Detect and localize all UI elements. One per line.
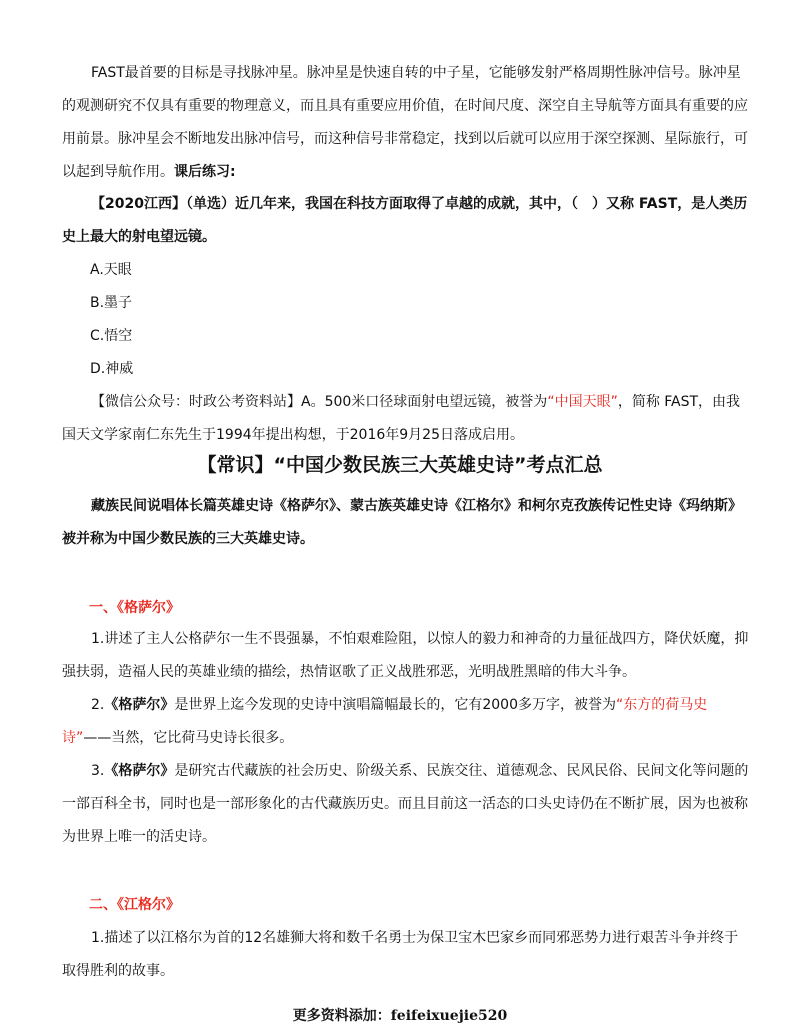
- intro-paragraph: [62, 57, 752, 189]
- section1-point1: 1.讲述了主人公格萨尔一生不畏强暴，不怕艰难险阻，以惊人的毅力和神奇的力量征战四方，降伏妖魔，抑强扶弱，造福人民的英雄业绩的描绘，热情讴歌了正义战胜邪恶，光明战胜黑暗的伟大斗争。: [62, 631, 749, 680]
- section1-point3: [62, 755, 752, 854]
- section2-point1: 1.描述了以江格尔为首的12名雄狮大将和数千名勇士为保卫宝木巴家乡而同邪恶势力进行艰苦斗争并终于取得胜利的故事。: [62, 930, 739, 979]
- section1-point2: [62, 689, 752, 755]
- point2-suffix: ——当然，它比荷马史诗长很多。: [83, 730, 294, 746]
- summary-paragraph: 藏族民间说唱体长篇英雄史诗《格萨尔》、蒙古族英雄史诗《江格尔》和柯尔克孜族传记性史诗《玛纳斯》被并称为中国少数民族的三大英雄史诗。: [62, 498, 742, 547]
- point2-number: 2.: [91, 697, 105, 713]
- answer-explanation: [62, 386, 752, 452]
- section1-title: 一、《格萨尔》: [89, 600, 180, 616]
- point3-text: 是研究古代藏族的社会历史、阶级关系、民族交往、道德观念、民风民俗、民间文化等问题的一部百科全书，同时也是一部形象化的古代藏族历史。而且目前这一活态的口头史诗仍在不断扩展，因为也被称为世界上唯一的活史诗。: [62, 763, 749, 845]
- option-c: C.悟空: [90, 328, 133, 344]
- section-heading: 【常识】“中国少数民族三大英雄史诗”考点汇总: [197, 454, 603, 476]
- point2-bold-title: 《格萨尔》: [104, 697, 175, 713]
- section2-title: 二、《江格尔》: [89, 897, 180, 913]
- point2-text: 是世界上迄今发现的史诗中演唱篇幅最长的，它有2000多万字，被誉为: [174, 697, 616, 713]
- point3-number: 3.: [91, 763, 105, 779]
- footer-note: 更多资料添加：feifeixuejie520: [292, 1008, 508, 1024]
- answer-prefix: 【微信公众号：时政公考资料站】A。500米口径球面射电望远镜，被誉为: [91, 394, 548, 410]
- point2-highlight: “东方的荷马史诗”: [62, 697, 708, 746]
- option-a: A.天眼: [90, 262, 132, 278]
- option-b: B.墨子: [90, 295, 133, 311]
- answer-highlight: “中国天眼”: [547, 394, 618, 410]
- option-d: D.神威: [90, 361, 134, 377]
- question-text: 【2020江西】（单选）近几年来，我国在科技方面取得了卓越的成就，其中，（ ）又称 FAST，是人类历史上最大的射电望远镜。: [62, 196, 748, 245]
- point3-bold-title: 《格萨尔》: [104, 763, 175, 779]
- intro-text: FAST最首要的目标是寻找脉冲星。脉冲星是快速自转的中子星，它能够发射严格周期性脉冲信号。脉冲星的观测研究不仅具有重要的物理意义，而且具有重要应用价值，在时间尺度、深空自主导航等方面具有重要的应用前景。脉冲星会不断地发出脉冲信号，而这种信号非常稳定，找到以后就可以应用于深空探测、星际旅行，可以起到导航作用。: [62, 65, 748, 180]
- practice-label: 课后练习:: [174, 164, 236, 180]
- answer-suffix: ，简称 FAST，由我国天文学家南仁东先生于1994年提出构想，于2016年9月25日落成启用。: [62, 394, 741, 443]
